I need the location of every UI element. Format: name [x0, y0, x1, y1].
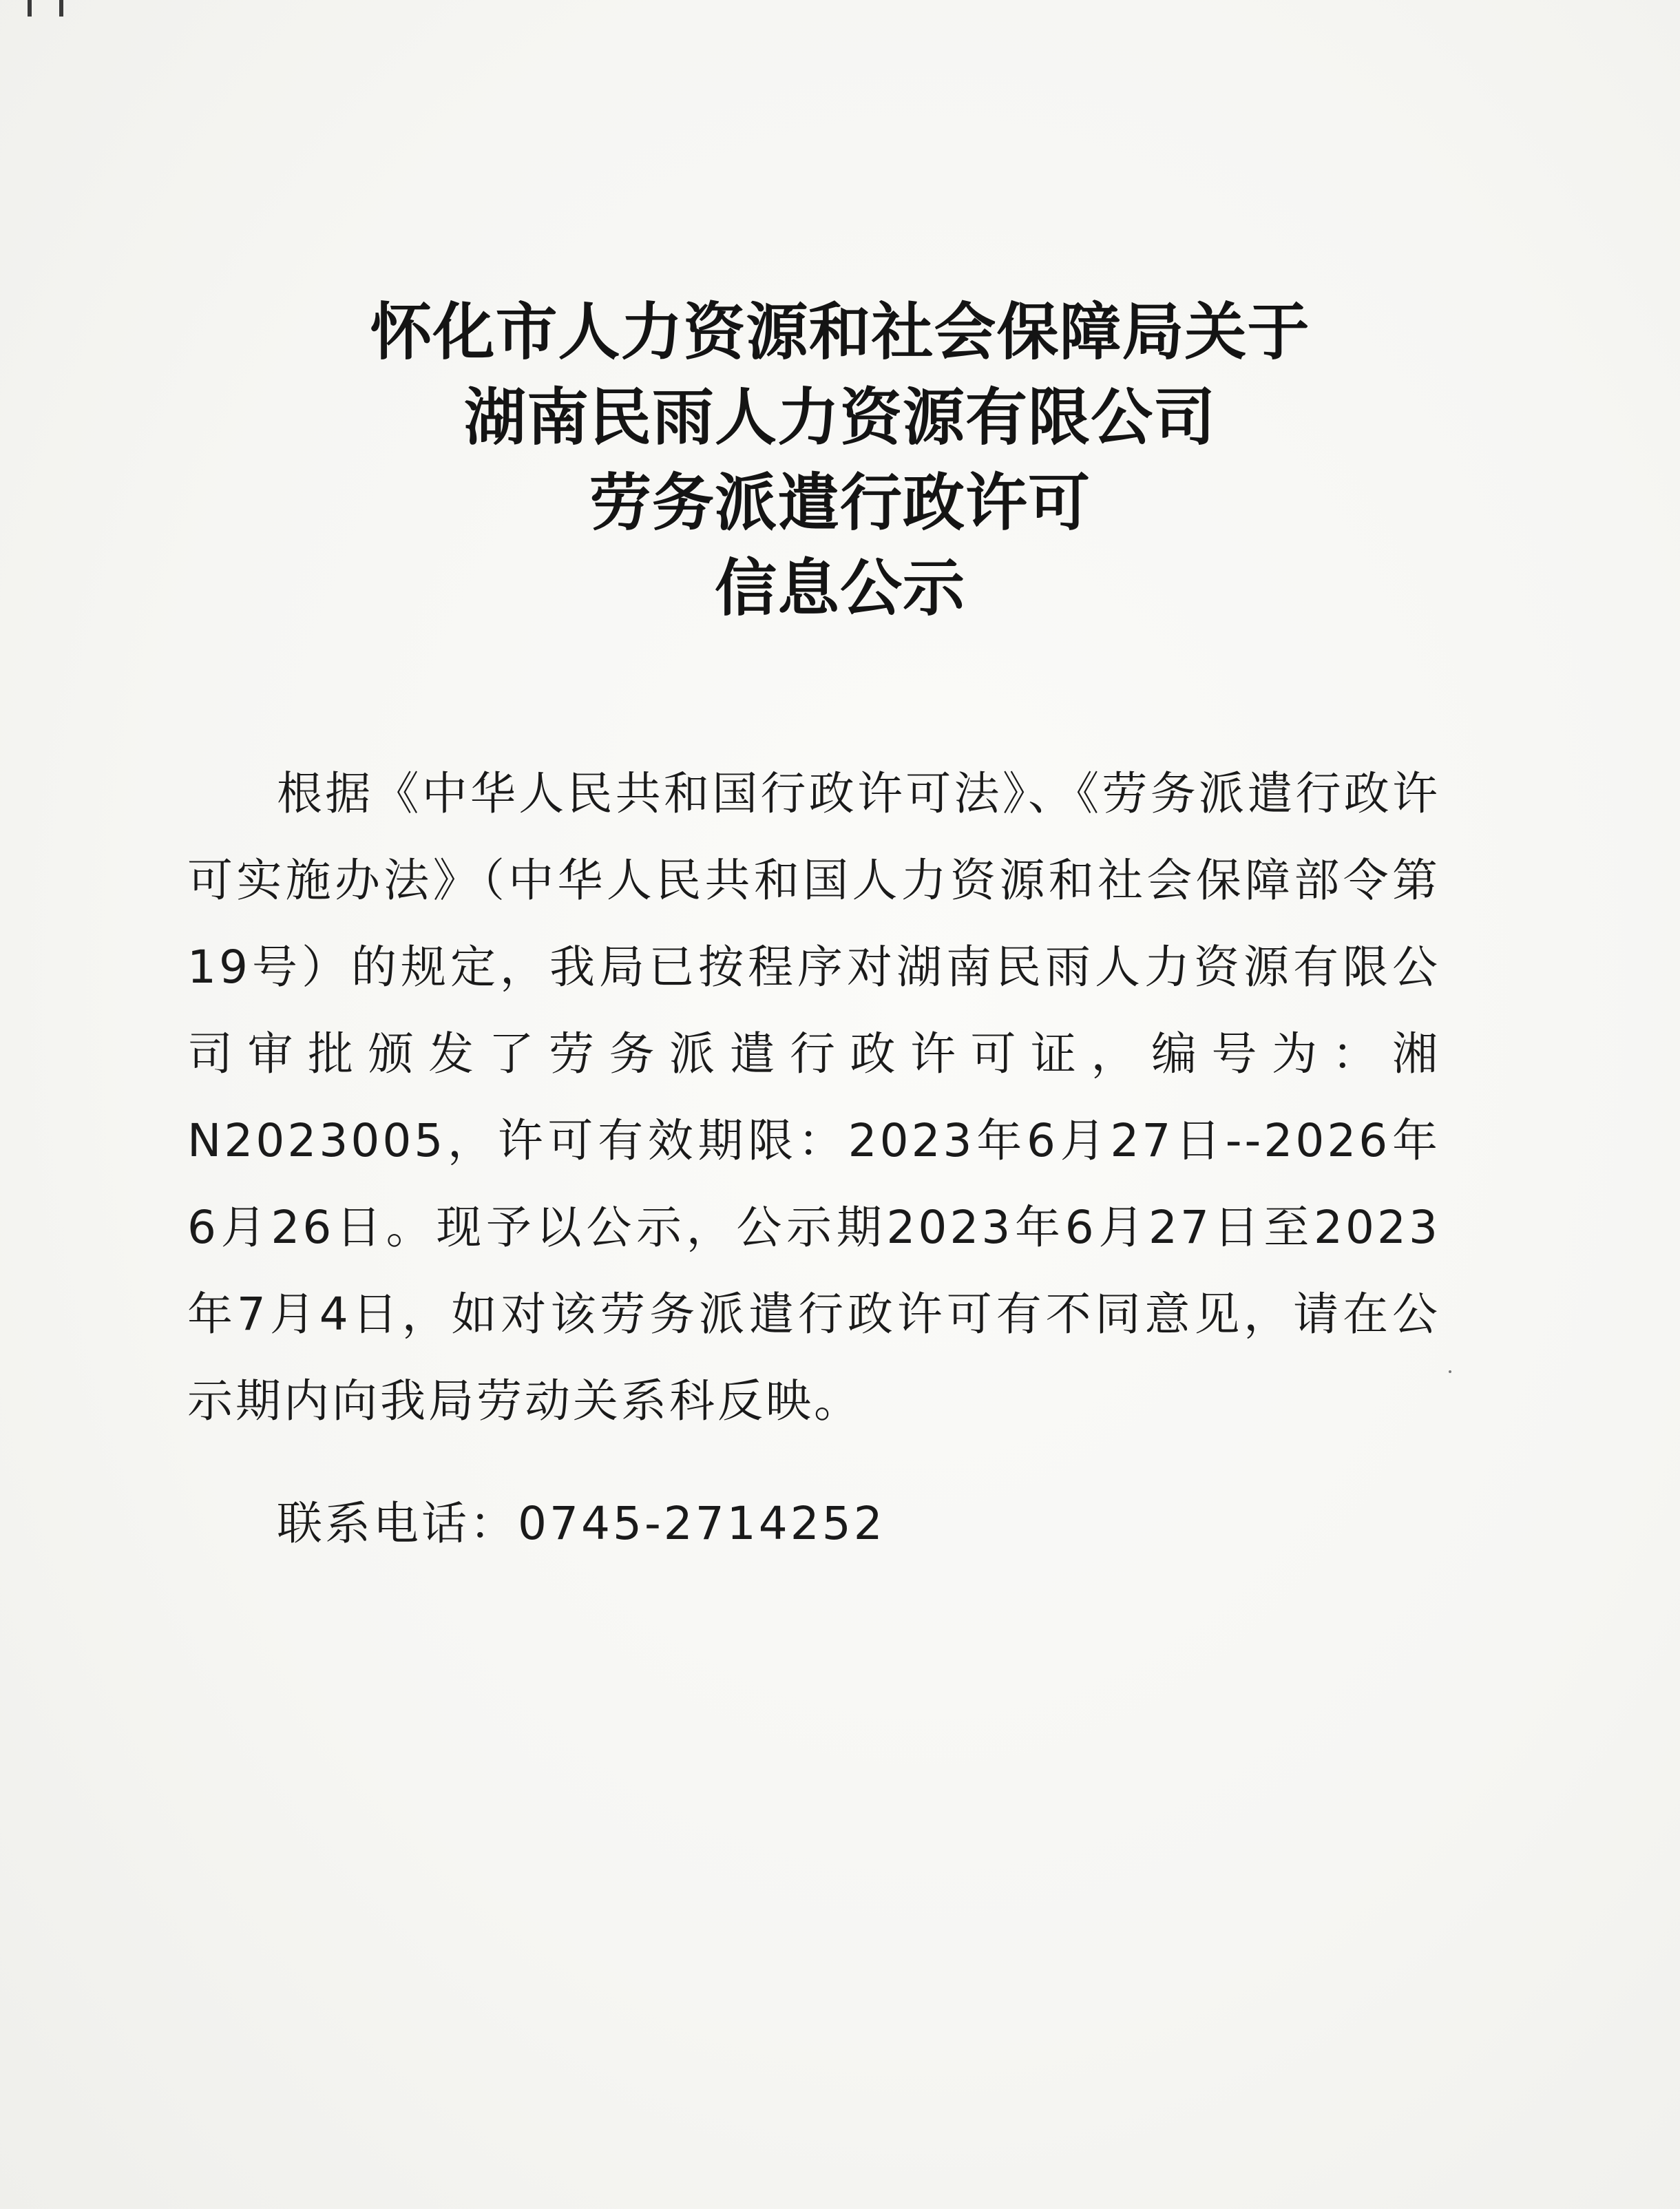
contact-label: 联系电话： — [277, 1497, 518, 1550]
contact-phone: 0745-2714252 — [518, 1497, 885, 1550]
contact-line — [277, 1480, 885, 1567]
paper-speck — [1449, 1370, 1451, 1373]
title-line-2: 湖南民雨人力资源有限公司 — [464, 381, 1216, 454]
title-line-4: 信息公示 — [715, 552, 965, 625]
body-paragraph: 根据《中华人民共和国行政许可法》、《劳务派遣行政许可实施办法》（中华人民共和国人力资源和社会保障部令第19号）的规定，我局已按程序对湖南民雨人力资源有限公司审批颁发了劳务派遣行政许可证，编号为：湘N2023005，许可有效期限：2023年6月27日--2026年6月26日。现予以公示，公示期2023年6月27日至2023年7月4日，如对该劳务派遣行政许可有不同意见，请在公示期内向我局劳动关系科反映。 — [187, 767, 1440, 1427]
title-line-1: 怀化市人力资源和社会保障局关于 — [370, 295, 1310, 368]
document-title — [0, 289, 1680, 631]
document-body — [187, 751, 1440, 1445]
staple-mark — [28, 0, 90, 18]
title-line-3: 劳务派遣行政许可 — [589, 466, 1091, 539]
